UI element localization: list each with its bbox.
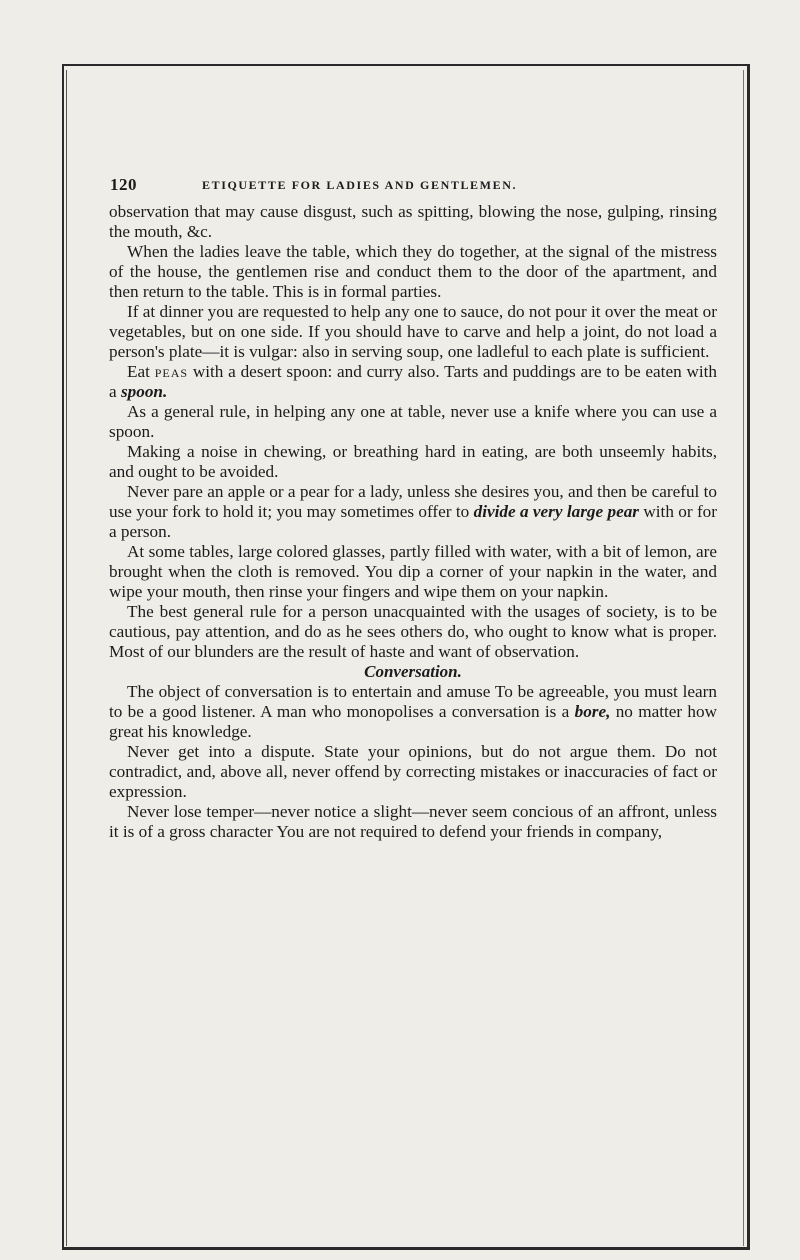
page-border-inner-right bbox=[743, 70, 744, 1246]
page-header bbox=[109, 175, 717, 201]
page-border-inner-left bbox=[66, 70, 67, 1246]
paragraph: Never lose temper—never notice a slight—never seem concious of an affront, unless it is of a gross character You are not required to defend your friends in company, bbox=[109, 802, 717, 841]
paragraph: observation that may cause disgust, such as spitting, blowing the nose, gulping, rinsing the mouth, &c. bbox=[109, 202, 717, 241]
paragraph: Eat peas with a desert spoon: and curry also. Tarts and puddings are to be eaten with a spoon. bbox=[109, 362, 718, 401]
paragraph: As a general rule, in helping any one at table, never use a knife where you can use a spoon. bbox=[109, 402, 717, 441]
paragraph: Making a noise in chewing, or breathing hard in eating, are both unseemly habits, and ought to be avoided. bbox=[109, 442, 717, 481]
paragraph: When the ladies leave the table, which they do together, at the signal of the mistress of the house, the gentlemen rise and conduct them to the door of the apartment, and then return to the table. This is in formal parties. bbox=[109, 242, 717, 301]
section-title: Conversation. bbox=[364, 662, 462, 681]
paragraph: The best general rule for a person unacquainted with the usages of society, is to be cautious, pay attention, and do as he sees others do, who ought to know what is proper. Most of our blunders are the result of haste and want of observation. bbox=[109, 602, 717, 661]
text-block bbox=[109, 175, 717, 842]
paragraph: If at dinner you are requested to help any one to sauce, do not pour it over the meat or vegetables, but on one side. If you should have to carve and help a joint, do not load a person's plate—it is vulgar: also in serving soup, one ladleful to each plate is sufficient. bbox=[109, 302, 717, 361]
page-number: 120 bbox=[110, 175, 137, 194]
running-head: ETIQUETTE FOR LADIES AND GENTLEMEN. bbox=[202, 178, 518, 192]
page-body bbox=[109, 202, 717, 842]
paragraph: Never pare an apple or a pear for a lady, unless she desires you, and then be careful to use your fork to hold it; you may sometimes offer to divide a very large pear with or for a person. bbox=[109, 482, 717, 541]
paragraph: The object of conversation is to entertain and amuse To be agreeable, you must learn to be a good listener. A man who monopolises a conversation is a bore, no matter how great his knowledge. bbox=[109, 682, 717, 741]
paragraph: Never get into a dispute. State your opinions, but do not argue them. Do not contradict, and, above all, never offend by correcting mistakes or inaccuracies of fact or expression. bbox=[109, 742, 717, 801]
paragraph: At some tables, large colored glasses, partly filled with water, with a bit of lemon, are brought when the cloth is removed. You dip a corner of your napkin in the water, and wipe your mouth, then rinse your fingers and wipe them on your napkin. bbox=[109, 542, 717, 601]
